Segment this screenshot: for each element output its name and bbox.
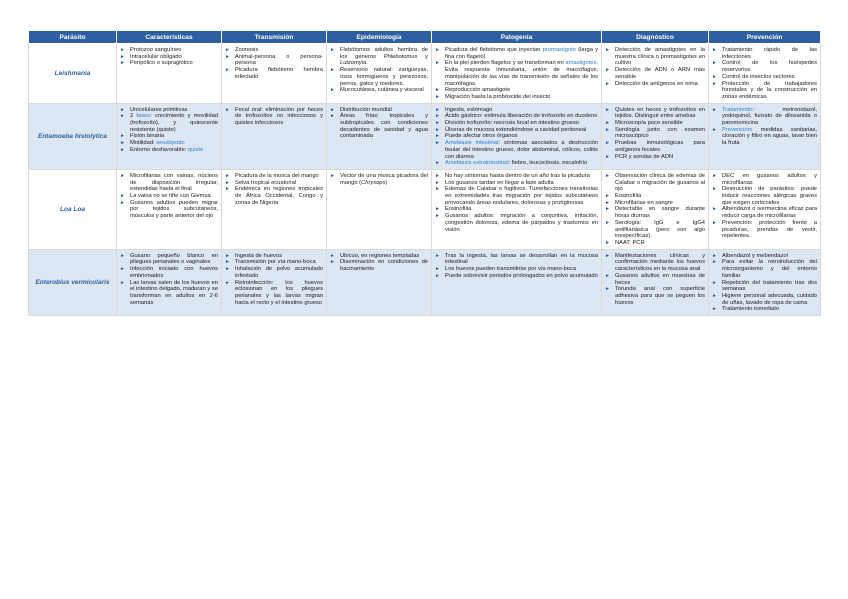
bullet-list: [330, 253, 428, 273]
patogenia-cell: [432, 103, 602, 169]
bullet-item: [435, 127, 598, 134]
bullet-item: [225, 186, 323, 206]
bullet-text: Fecal oral: eliminación por heces de trofozoítos no infecciosos y quistes infecciosos: [235, 106, 323, 127]
bullet-list: [605, 47, 705, 87]
bullet-text: Detectable en sangre durante horas diurnas: [615, 206, 705, 220]
patogenia-cell: [432, 169, 602, 249]
bullet-text: Microfilarias en sangre: [615, 199, 673, 206]
parasite-name-cell: Enterobius vermicularis: [29, 249, 117, 315]
bullet-text: División trofozoíto: necrosis local en intestino grueso: [445, 120, 579, 127]
bullet-list: [435, 107, 598, 167]
bullet-item: [435, 60, 598, 87]
bullet-item: [605, 81, 705, 88]
bullet-list: [435, 47, 598, 101]
bullet-text: Protozoo sanguíneo: [130, 47, 182, 53]
bullet-item: [435, 173, 598, 180]
bullet-text: Selva tropical ecuatorial: [235, 179, 297, 186]
bullet-list: [330, 47, 428, 94]
bullet-text: Torunda anal con superficie adhesiva para que se peguen los huevos: [615, 286, 705, 306]
transmision-cell: [222, 44, 327, 104]
bullet-item: [605, 47, 705, 67]
bullet-text: Gusanos adultos en muestras de heces: [615, 272, 705, 286]
bullet-item: [712, 280, 817, 293]
transmision-cell: [222, 249, 327, 315]
bullet-text: : síntomas asociados a destrucción tisular del intestino grueso, dolor abdominal, cólicos, colitis con diarrea: [445, 140, 598, 160]
bullet-text: .: [366, 60, 368, 67]
bullet-text: Reproducción amastigote: [445, 87, 511, 94]
bullet-text: seudópodo: [156, 140, 185, 147]
bullet-item: [712, 253, 817, 260]
row-enterobius: [29, 249, 821, 315]
bullet-item: [605, 220, 705, 240]
patogenia-cell: [432, 249, 602, 315]
bullet-item: [225, 107, 323, 127]
bullet-item: [435, 140, 598, 160]
bullet-text: Entorno desfavorable:: [130, 146, 188, 153]
bullet-text: Úlceras de mucosa extendiéndose a cavidad peritoneal: [445, 126, 587, 133]
bullet-item: [120, 193, 218, 200]
caracteristicas-cell: [117, 169, 222, 249]
bullet-item: [120, 266, 218, 279]
bullet-text: Ingesta de huevos: [235, 252, 282, 259]
bullet-item: [225, 266, 323, 279]
bullet-text: Las larvas salen de los huevos en el intestino delgado, maduran y se transforman en adultos en 2-6 semanas: [130, 279, 218, 306]
bullet-text: Observación clínica de edemas de Calabar o migración de gusanos al ojo: [615, 172, 705, 193]
bullet-list: [225, 107, 323, 127]
bullet-text: Los huevos pueden transmitirse por vía mano-boca: [445, 266, 577, 273]
bullet-text: Detección de amastigotes en la muestra clínica o promastigotes en cultivo: [615, 47, 705, 67]
row-loa-loa: [29, 169, 821, 249]
prevencion-cell: [709, 103, 821, 169]
diagnostico-cell: [602, 103, 709, 169]
bullet-text: Manifestaciones clínicas y confirmación mediante los huevos característicos en la mucosa anal: [615, 252, 705, 273]
epidemiologia-cell: [327, 249, 432, 315]
prevencion-cell: [709, 249, 821, 315]
bullet-item: [330, 67, 428, 87]
bullet-text: Retroinfección: los huevos eclosionan en los pliegues perianales y las larvas migran hacia el recto y el intestino grueso: [235, 279, 323, 306]
parasite-name-cell: Leishmania: [29, 44, 117, 104]
bullet-item: [712, 74, 817, 81]
bullet-text: Edemas de Calabar o fugitivos. Tumefacciones transitorias en extremidades tras migración por tejidos subcutáneos provocando áreas nodulares, dolorosas y pruriginosas: [445, 186, 598, 206]
bullet-text: Flebótomos adultos hembra de los géneros: [340, 47, 428, 60]
bullet-list: [435, 173, 598, 233]
bullet-text: Intracelular obligado: [130, 53, 182, 60]
patogenia-cell: [432, 44, 602, 104]
bullet-item: [435, 186, 598, 206]
bullet-list: [120, 47, 218, 67]
bullet-item: [435, 253, 598, 266]
bullet-item: [435, 273, 598, 280]
bullet-item: [435, 113, 598, 120]
bullet-text: Tras la ingesta, las larvas se desarrollan en la mucosa intestinal: [445, 252, 598, 266]
transmision-cell: [222, 169, 327, 249]
header-transmision: Transmisión: [222, 31, 327, 44]
bullet-list: [120, 253, 218, 307]
bullet-list: [225, 47, 323, 81]
parasite-name-cell: Loa Loa: [29, 169, 117, 249]
header-parasito: Parásito: [29, 31, 117, 44]
bullet-text: Prevención: protección frente a picaduras, prendas de vestir, repelentes.: [722, 219, 817, 240]
bullet-text: Vector de una mosca picadora del mango (: [340, 172, 428, 186]
bullet-text: PCR y sondas de ADN: [615, 153, 674, 160]
bullet-item: [120, 200, 218, 220]
bullet-text: Lutzomyia: [340, 60, 367, 67]
bullet-text: : medidas sanitarias, cloración y filtro en aguas, lavar bien la fruta: [722, 126, 817, 147]
diagnostico-cell: [602, 44, 709, 104]
bullet-item: [712, 206, 817, 219]
header-diagnostico: Diagnóstico: [602, 31, 709, 44]
bullet-item: [605, 107, 705, 120]
bullet-text: Detección de ADN o ARN más sensible: [615, 67, 705, 80]
bullet-list: [330, 173, 428, 186]
bullet-text: Amebiasis extraintestinal: [445, 160, 509, 167]
bullet-list: [330, 107, 428, 141]
header-caracteristicas: Características: [117, 31, 222, 44]
bullet-item: [330, 173, 428, 186]
bullet-text: : fiebre, leucocitosis, escalofrío: [508, 160, 588, 167]
bullet-text: Zoonosis: [235, 47, 259, 53]
bullet-item: [225, 54, 323, 67]
bullet-text: Para evitar la retroinducción del microorganismo y del entorno familiar: [722, 259, 817, 279]
bullet-text: Infección iniciado con huevos embrionados: [130, 266, 218, 279]
bullet-item: [120, 147, 218, 154]
bullet-text: NAAT: PCR: [615, 239, 645, 246]
bullet-item: [225, 259, 323, 266]
bullet-item: [712, 173, 817, 186]
bullet-text: Áreas frías; tropicales y subtropicales con condiciones decadentes de sanidad y agua contaminada: [340, 113, 428, 140]
bullet-text: Tratamiento: [722, 106, 753, 113]
bullet-item: [225, 280, 323, 307]
bullet-list: [435, 253, 598, 280]
bullet-text: Diseminación en condiciones de hacinamiento: [340, 259, 428, 273]
bullet-text: Picadura flebótomo hembra infectado: [235, 67, 323, 80]
bullet-text: Destrucción de parásitos: puede inducir reacciones alérgicas graves que exigen corticoides: [722, 186, 817, 206]
bullet-text: Peripólico o supraglótico: [130, 60, 193, 67]
bullet-list: [712, 47, 817, 101]
bullet-item: [605, 200, 705, 207]
bullet-item: [120, 60, 218, 67]
bullet-text: Mucocutánea, cutánea y visceral: [340, 87, 424, 94]
epidemiologia-cell: [327, 44, 432, 104]
bullet-item: [330, 47, 428, 67]
header-epidemiologia: Epidemiología: [327, 31, 432, 44]
bullet-text: Picadura de la mosca del mango: [235, 172, 319, 179]
prevencion-cell: [709, 44, 821, 104]
bullet-item: [225, 180, 323, 187]
bullet-text: Picadura del flebótomo que inyectan: [445, 47, 543, 53]
bullet-text: fases: [136, 113, 151, 120]
bullet-list: [225, 253, 323, 307]
bullet-list: [120, 173, 218, 220]
bullet-item: [605, 253, 705, 273]
bullet-text: Fisión binaria: [130, 133, 165, 140]
bullet-item: [435, 213, 598, 233]
bullet-list: [225, 173, 323, 207]
bullet-text: Gusanos adultos: migración a conjuntiva, irritación, congestión dolorosa, edema de párpados y trastornos en visión: [445, 213, 598, 233]
epidemiologia-cell: [327, 103, 432, 169]
bullet-item: [605, 206, 705, 219]
bullet-text: Eosinofilia: [445, 206, 472, 213]
bullet-text: . Evita respuesta inmunitaria, unión de macrófagos, manipulación de las vías de transmisión de señales de los macrófagos.: [445, 60, 598, 87]
bullet-text: Control de los huéspedes reservorios: [722, 60, 817, 74]
bullet-item: [435, 266, 598, 273]
parasite-name-cell: Entamoeba histolytica: [29, 103, 117, 169]
bullet-text: No hay síntomas hasta dentro de un año tras la picadura: [445, 172, 590, 179]
bullet-item: [605, 127, 705, 140]
bullet-item: [605, 140, 705, 153]
bullet-item: [120, 253, 218, 266]
bullet-item: [330, 87, 428, 94]
bullet-item: [712, 81, 817, 101]
caracteristicas-cell: [117, 103, 222, 169]
bullet-item: [605, 67, 705, 80]
bullet-item: [712, 127, 817, 147]
bullet-text: La vaina no se tiñe con Giemsa: [130, 193, 211, 200]
bullet-text: 2: [130, 113, 137, 120]
bullet-text: Transmisión por vía mano-boca: [235, 259, 316, 266]
bullet-text: Protección de trabajadores forestales y de la construcción en zonas endémicas: [722, 80, 817, 100]
bullet-item: [120, 173, 218, 193]
bullet-text: Albendazol o ivermectina eficaz para reducir carga de microfilarias: [722, 206, 817, 220]
bullet-item: [330, 253, 428, 260]
bullet-item: [225, 253, 323, 260]
bullet-text: Control de insectos vectores: [722, 73, 795, 80]
bullet-text: Migración hasta la probóscide del insecto: [445, 93, 551, 100]
bullet-text: Serología: IgG e IgG4 antifilariásica (pero son algo inespecíficas): [615, 219, 705, 240]
bullet-text: En la piel pierden flagelos y se transforman en: [445, 60, 566, 67]
bullet-item: [435, 94, 598, 101]
bullet-list: [120, 107, 218, 154]
bullet-text: Ingesta, estómago: [445, 106, 493, 113]
bullet-list: [712, 173, 817, 240]
bullet-item: [435, 120, 598, 127]
bullet-text: Chrysops: [361, 179, 386, 186]
bullet-item: [435, 47, 598, 60]
bullet-text: quiste: [187, 146, 204, 153]
bullet-text: amastigotes: [565, 60, 597, 67]
bullet-text: Eosinofilia: [615, 193, 642, 200]
bullet-text: Albendazol y mebendazol: [722, 252, 788, 259]
bullet-item: [605, 286, 705, 306]
bullet-item: [120, 47, 218, 54]
bullet-item: [225, 173, 323, 180]
bullet-item: [712, 306, 817, 313]
header-prevencion: Prevención: [709, 31, 821, 44]
bullet-text: Ácido gástrico: estimula liberación de trofozoíto en duodeno: [445, 113, 598, 120]
bullet-item: [120, 140, 218, 147]
bullet-item: [225, 67, 323, 80]
bullet-text: Tratamiento inmediato: [722, 306, 779, 313]
bullet-text: Puede afectar otros órganos: [445, 133, 518, 140]
bullet-text: Detección de antígenos en orina: [615, 80, 698, 87]
bullet-list: [605, 253, 705, 307]
bullet-item: [712, 259, 817, 279]
bullet-item: [605, 173, 705, 193]
bullet-text: Gusano pequeño blanco en pliegues perianales o vaginales: [130, 252, 218, 266]
header-row: [29, 31, 821, 44]
bullet-item: [712, 293, 817, 306]
bullet-item: [605, 240, 705, 247]
bullet-item: [225, 47, 323, 54]
bullet-item: [605, 154, 705, 161]
bullet-text: Amebiasis intestinal: [445, 140, 499, 147]
bullet-text: : crecimiento y movilidad (trofozoíto), y quiescente resistente (quiste): [130, 113, 218, 133]
bullet-item: [120, 107, 218, 114]
bullet-text: : metronidazol, yodoquinol, furoato de diloxanida o paromomicina: [722, 106, 817, 127]
bullet-text: Puede sobrevivir periodos prolongados en polvo acumulado: [445, 272, 598, 279]
header-patogenia: Patogenia: [432, 31, 602, 44]
bullet-list: [605, 173, 705, 247]
bullet-text: DEC en gusanos adultos y microfilarias: [722, 172, 817, 186]
bullet-item: [605, 273, 705, 286]
bullet-text: Inhalación de polvo acumulado infestado: [235, 266, 323, 279]
bullet-item: [330, 259, 428, 272]
bullet-item: [435, 133, 598, 140]
bullet-text: Endémica en regiones tropicales de África Occidental, Congo y zonas de Nigeria: [235, 186, 323, 206]
prevencion-cell: [709, 169, 821, 249]
bullet-text: Ubicuo, en regiones templadas: [340, 252, 420, 259]
bullet-text: Microfilarias con vainas, núcleos de disposición irregular, extendidas hasta el final: [130, 172, 218, 193]
bullet-list: [712, 107, 817, 147]
bullet-item: [605, 120, 705, 127]
bullet-item: [435, 160, 598, 167]
bullet-text: promastigote: [542, 47, 576, 53]
bullet-item: [330, 113, 428, 140]
bullet-text: ): [385, 179, 388, 186]
bullet-text: (larga y fina con flagelo): [445, 47, 598, 60]
bullet-item: [120, 133, 218, 140]
row-entamoeba: [29, 103, 821, 169]
caracteristicas-cell: [117, 44, 222, 104]
bullet-text: Reservorio natural: zarigüeyas, osos hormigueros y perezosos, perros, gatos y roedores.: [340, 67, 428, 87]
bullet-text: Repetición del tratamiento tras dos semanas: [722, 279, 817, 293]
diagnostico-cell: [602, 249, 709, 315]
bullet-list: [712, 253, 817, 313]
bullet-text: Prevención: [722, 126, 751, 133]
bullet-item: [712, 60, 817, 73]
bullet-item: [712, 107, 817, 127]
bullet-item: [712, 186, 817, 206]
bullet-text: Phlebotomus: [383, 53, 418, 60]
bullet-list: [605, 107, 705, 161]
transmision-cell: [222, 103, 327, 169]
bullet-item: [435, 180, 598, 187]
bullet-text: Pruebas inmunológicas para antígenos fecales: [615, 140, 705, 153]
bullet-item: [435, 87, 598, 94]
bullet-text: Serología junto con examen microscópico: [615, 126, 705, 140]
row-leishmania: [29, 44, 821, 104]
bullet-text: Tratamiento rápido de las infecciones: [722, 47, 817, 60]
bullet-text: Animal-persona o persona-persona: [235, 53, 323, 67]
bullet-item: [712, 220, 817, 240]
parasite-table: [28, 30, 821, 316]
epidemiologia-cell: [327, 169, 432, 249]
bullet-text: Motilidad:: [130, 140, 157, 147]
diagnostico-cell: [602, 169, 709, 249]
bullet-item: [435, 206, 598, 213]
bullet-item: [120, 54, 218, 61]
bullet-text: Higiene personal adecuada, cuidado de uñas, lavado de ropa de cama: [722, 292, 817, 306]
bullet-text: Unicelulares primitivas: [130, 106, 188, 113]
caracteristicas-cell: [117, 249, 222, 315]
bullet-item: [120, 280, 218, 307]
bullet-item: [120, 113, 218, 133]
bullet-text: Microscopía poco sensible: [615, 120, 683, 127]
bullet-text: Distribución mundial: [340, 106, 392, 113]
bullet-text: Gusanos adultos pueden migrar por tejidos subcutáneos, músculos y parte anterior del ojo: [130, 199, 218, 220]
bullet-text: Quistes en heces y trofozoítos en tejidos. Distinguir entre amebas: [615, 106, 705, 120]
bullet-text: Los gusanos tardan en llegar a fase adulta: [445, 179, 554, 186]
bullet-item: [712, 47, 817, 60]
bullet-item: [605, 193, 705, 200]
bullet-text: y: [417, 53, 428, 60]
